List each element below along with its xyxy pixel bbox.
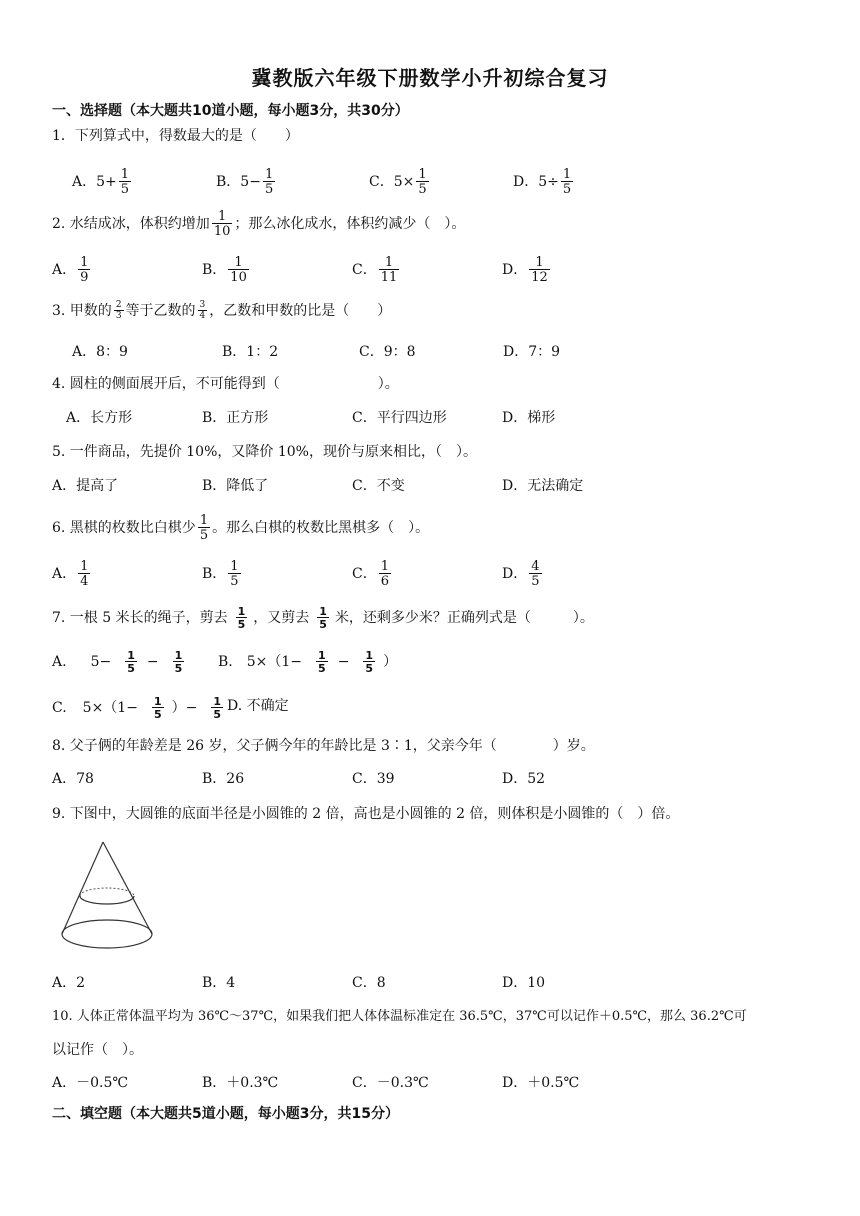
q2-option-a: A． $\frac{1}{9}$	[52, 255, 89, 285]
q5-option-c: C．不变	[352, 478, 405, 494]
q4-option-d: D．梯形	[502, 410, 556, 426]
q7-option-a: A. 5− $\frac{1}{5}$ − $\frac{1}{5}$	[52, 649, 183, 675]
section-heading-choice: 一、选择题（本大题共10道小题，每小题3分，共30分）	[52, 103, 409, 119]
q4-option-c: C．平行四边形	[352, 410, 447, 426]
q1-option-b: B．5− $\frac{1}{5}$	[216, 167, 274, 197]
q10-option-c: C．－0.3℃	[352, 1075, 429, 1091]
q2-option-d: D． $\frac{1}{12}$	[502, 255, 548, 285]
q7-option-b: B. 5×（1− $\frac{1}{5}$ − $\frac{1}{5}$ ）	[218, 649, 398, 675]
question-6: 6. 黑棋的枚数比白棋少 $\frac{1}{5}$ 。那么白棋的枚数比黑棋多（ ）。	[52, 513, 430, 543]
q4-option-a: A．长方形	[66, 410, 133, 426]
q3-option-b: B．1：2	[222, 344, 279, 360]
q4-option-b: B．正方形	[202, 410, 269, 426]
question-2: 2. 水结成冰，体积约增加 $\frac{1}{10}$ ；那么冰化成水，体积约减少（ ）。	[52, 209, 466, 239]
question-8: 8. 父子俩的年龄差是 26 岁，父子俩今年的年龄比是 3∶1，父亲今年（ ）岁。	[52, 738, 595, 754]
question-4: 4. 圆柱的侧面展开后，不可能得到（ ）。	[52, 376, 399, 392]
q2-option-c: C． $\frac{1}{11}$	[352, 255, 398, 285]
question-10: 10. 人体正常体温平均为 36℃～37℃，如果我们把人体体温标准定在 36.5℃，37℃可以记作＋0.5℃，那么 36.2℃可	[52, 1009, 747, 1024]
question-3: 3. 甲数的 $\frac{2}{3}$ 等于乙数的 $\frac{3}{4}$ ，乙数和甲数的比是（ ）	[52, 300, 392, 321]
question-7: 7. 一根 5 米长的绳子，剪去 $\frac{1}{5}$ ，又剪去 $\frac{1}{5}$ 米，还剩多少米？正确列式是（ ）。	[52, 605, 594, 631]
q5-option-b: B．降低了	[202, 478, 269, 494]
q7-option-c: C. 5×（1− $\frac{1}{5}$ ）− $\frac{1}{5}$	[52, 695, 221, 721]
q1-option-c: C．5× $\frac{1}{5}$	[369, 167, 427, 197]
q2-option-b: B． $\frac{1}{10}$	[202, 255, 247, 285]
question-5: 5. 一件商品，先提价 10%，又降价 10%，现价与原来相比，（ ）。	[52, 444, 477, 460]
q9-option-c: C．8	[352, 975, 386, 991]
section-heading-fill: 二、填空题（本大题共5道小题，每小题3分，共15分）	[52, 1106, 399, 1122]
question-1: 1．下列算式中，得数最大的是（ ）	[52, 128, 299, 144]
q10-option-d: D．＋0.5℃	[502, 1075, 580, 1091]
q10-option-a: A．－0.5℃	[52, 1075, 129, 1091]
q6-option-a: A． $\frac{1}{4}$	[52, 559, 89, 589]
q5-option-d: D．无法确定	[502, 478, 584, 494]
page-title: 冀教版六年级下册数学小升初综合复习	[251, 66, 609, 90]
cone-large-base	[62, 920, 152, 948]
q9-option-a: A．2	[52, 975, 86, 991]
question-10-line2: 以记作（ ）。	[52, 1042, 143, 1058]
q5-option-a: A．提高了	[52, 478, 119, 494]
q6-option-b: B． $\frac{1}{5}$	[202, 559, 239, 589]
q8-option-d: D．52	[502, 771, 546, 787]
q3-option-d: D．7：9	[503, 344, 561, 360]
q7-option-d: D. 不确定	[227, 698, 289, 714]
q6-option-c: C． $\frac{1}{6}$	[352, 559, 389, 589]
cone-small-base-front	[80, 896, 134, 904]
question-9: 9. 下图中，大圆锥的底面半径是小圆锥的 2 倍，高也是小圆锥的 2 倍，则体积是小圆锥的（ ）倍。	[52, 806, 680, 822]
q8-option-b: B．26	[202, 771, 245, 787]
q9-option-d: D．10	[502, 975, 546, 991]
q6-option-d: D． $\frac{4}{5}$	[502, 559, 540, 589]
q10-option-b: B．＋0.3℃	[202, 1075, 279, 1091]
cone-figure	[56, 838, 156, 958]
q1-option-a: A．5+ $\frac{1}{5}$	[72, 167, 130, 197]
q1-option-d: D．5÷ $\frac{1}{5}$	[513, 167, 572, 197]
cone-small-base-back	[80, 888, 134, 896]
q3-option-a: A．8：9	[72, 344, 128, 360]
q8-option-c: C．39	[352, 771, 395, 787]
q8-option-a: A．78	[52, 771, 94, 787]
q9-option-b: B．4	[202, 975, 236, 991]
q3-option-c: C．9：8	[359, 344, 416, 360]
